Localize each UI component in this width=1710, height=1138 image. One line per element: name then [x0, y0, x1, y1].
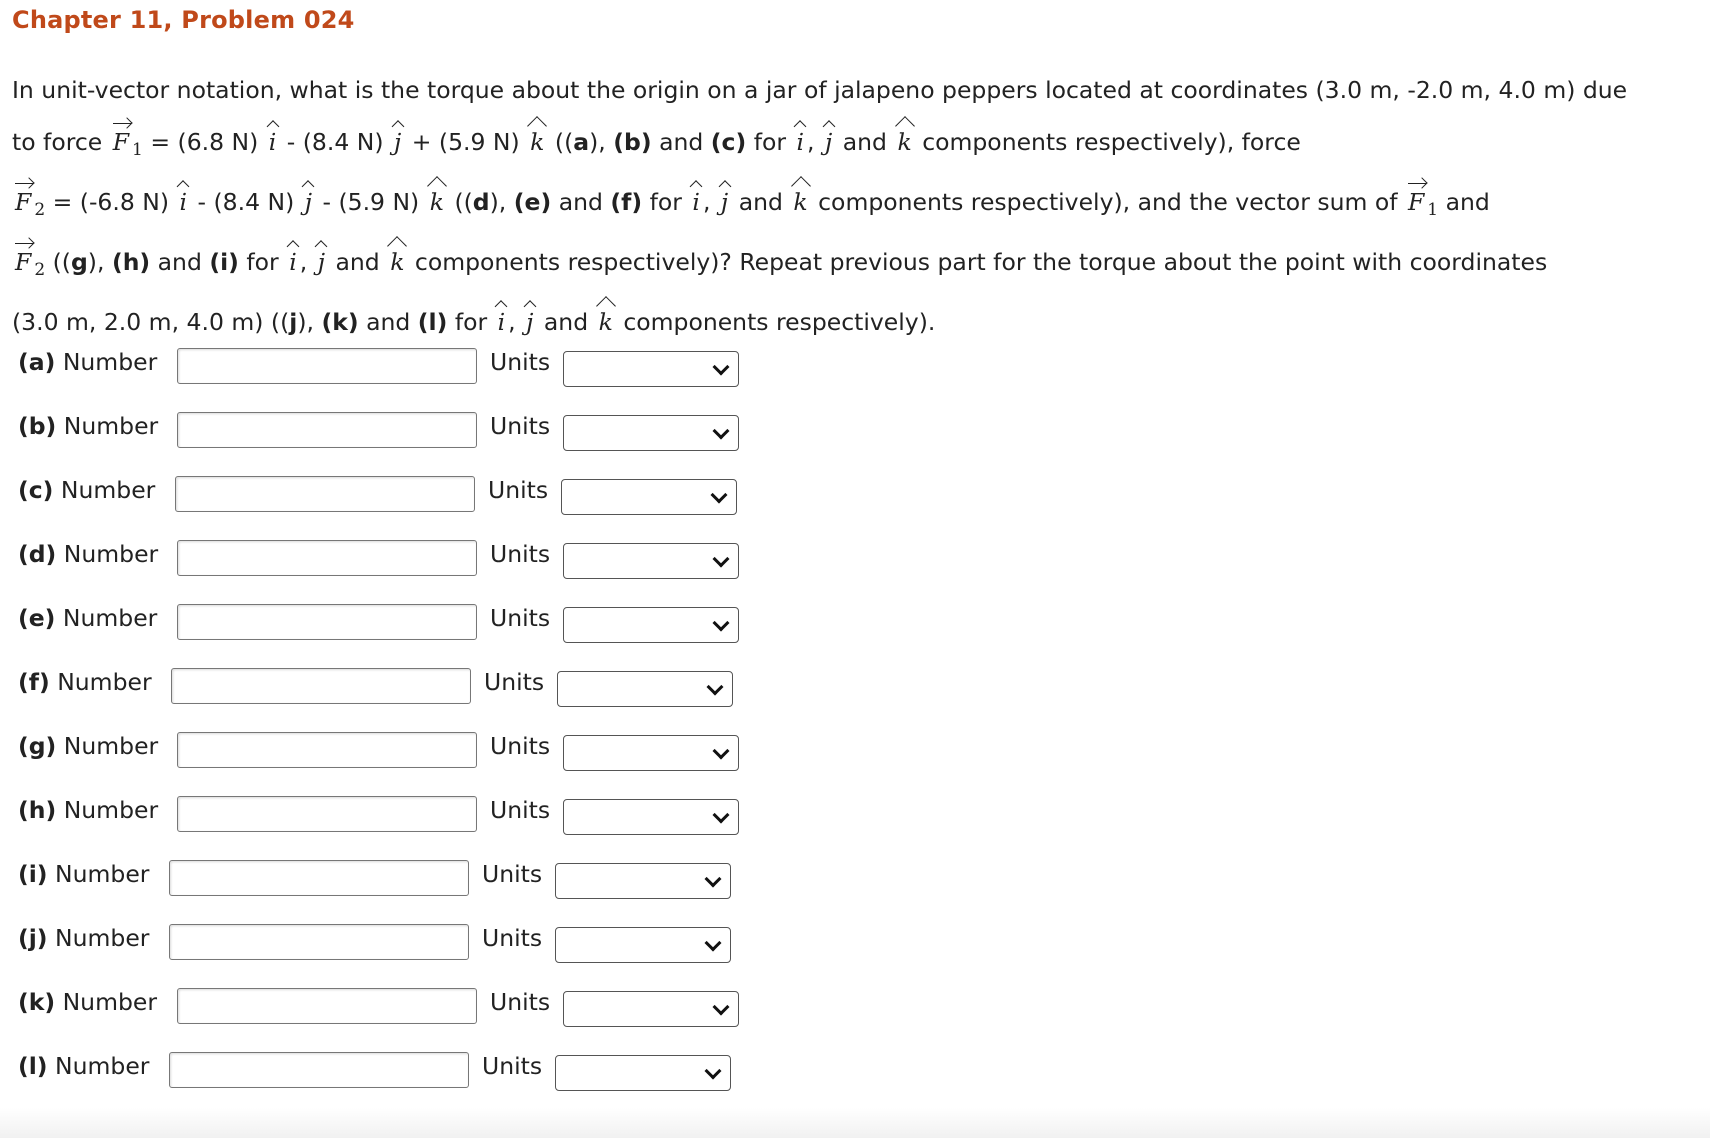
units-select-g[interactable] — [563, 735, 739, 771]
units-select-e[interactable] — [563, 607, 739, 643]
number-input-i[interactable] — [169, 860, 469, 896]
units-label: Units — [482, 1052, 543, 1080]
units-label: Units — [490, 988, 551, 1016]
number-input-k[interactable] — [177, 988, 477, 1024]
chevron-down-icon — [711, 487, 728, 504]
number-input-b[interactable] — [177, 412, 477, 448]
answer-label: (c) Number — [18, 476, 156, 504]
units-select-a[interactable] — [563, 351, 739, 387]
answer-label: (h) Number — [18, 796, 159, 824]
number-input-j[interactable] — [169, 924, 469, 960]
unit-vector-i: i — [266, 131, 280, 155]
units-label: Units — [490, 732, 551, 760]
chevron-down-icon — [707, 679, 724, 696]
number-input-a[interactable] — [177, 348, 477, 384]
units-label: Units — [482, 860, 543, 888]
units-select-c[interactable] — [561, 479, 737, 515]
answer-label: (j) Number — [18, 924, 150, 952]
units-label: Units — [490, 796, 551, 824]
answer-label: (b) Number — [18, 412, 159, 440]
problem-statement: In unit-vector notation, what is the torque about the origin on a jar of jalapeno peppers located at coordinates (3.0 m, -2.0 m, 4.0 m) due to force F $_1$ = (6.8 N) i - (8.4 N) j + (5.9 N) k ((a), (b) and (c) for i , j and k components respectively), force F $_2$ = (-6.8 N) i - (8.4 N) j - (5.9 N) k ((d), (e) and (f) for i , j and k components respectively), and the vector sum of F $_1$ and F $_2$ ((g), (h) and (i) for i , j and k components respectively)? Repeat previous part for the torque about the point with coordinates (3.0 m, 2.0 m, 4.0 m) ((j), (k) and (l) for i , j and k components respectively). — [12, 76, 1628, 336]
chevron-down-icon — [713, 615, 730, 632]
problem-line-1: In unit-vector notation, what is the torque about the origin on a jar of jalapeno peppers located at coordinates (3.0 m, -2.0 m, 4.0 m) due — [12, 76, 1628, 104]
units-select-d[interactable] — [563, 543, 739, 579]
units-select-k[interactable] — [563, 991, 739, 1027]
answer-label: (f) Number — [18, 668, 152, 696]
chevron-down-icon — [713, 359, 730, 376]
chevron-down-icon — [713, 999, 730, 1016]
units-select-i[interactable] — [555, 863, 731, 899]
units-select-l[interactable] — [555, 1055, 731, 1091]
units-select-j[interactable] — [555, 927, 731, 963]
chevron-down-icon — [713, 551, 730, 568]
number-input-g[interactable] — [177, 732, 477, 768]
number-input-e[interactable] — [177, 604, 477, 640]
chevron-down-icon — [713, 423, 730, 440]
chevron-down-icon — [713, 807, 730, 824]
units-label: Units — [490, 348, 551, 376]
number-input-l[interactable] — [169, 1052, 469, 1088]
units-label: Units — [488, 476, 549, 504]
chevron-down-icon — [705, 935, 722, 952]
unit-vector-j: j — [391, 131, 404, 155]
units-label: Units — [484, 668, 545, 696]
answer-label: (l) Number — [18, 1052, 150, 1080]
units-label: Units — [482, 924, 543, 952]
answer-label: (k) Number — [18, 988, 157, 1016]
units-select-b[interactable] — [563, 415, 739, 451]
units-label: Units — [490, 604, 551, 632]
bottom-fade — [0, 1108, 1710, 1138]
answer-label: (a) Number — [18, 348, 158, 376]
number-input-f[interactable] — [171, 668, 471, 704]
answer-label: (g) Number — [18, 732, 159, 760]
units-select-h[interactable] — [563, 799, 739, 835]
unit-vector-k: k — [527, 131, 547, 155]
chevron-down-icon — [705, 871, 722, 888]
answer-label: (e) Number — [18, 604, 158, 632]
number-input-h[interactable] — [177, 796, 477, 832]
units-select-f[interactable] — [557, 671, 733, 707]
vector-f2: F — [12, 191, 34, 215]
vector-f1: F — [110, 131, 132, 155]
answer-label: (i) Number — [18, 860, 150, 888]
number-input-d[interactable] — [177, 540, 477, 576]
page-title: Chapter 11, Problem 024 — [12, 6, 355, 34]
chevron-down-icon — [713, 743, 730, 760]
number-input-c[interactable] — [175, 476, 475, 512]
units-label: Units — [490, 540, 551, 568]
chevron-down-icon — [705, 1063, 722, 1080]
answer-label: (d) Number — [18, 540, 159, 568]
units-label: Units — [490, 412, 551, 440]
